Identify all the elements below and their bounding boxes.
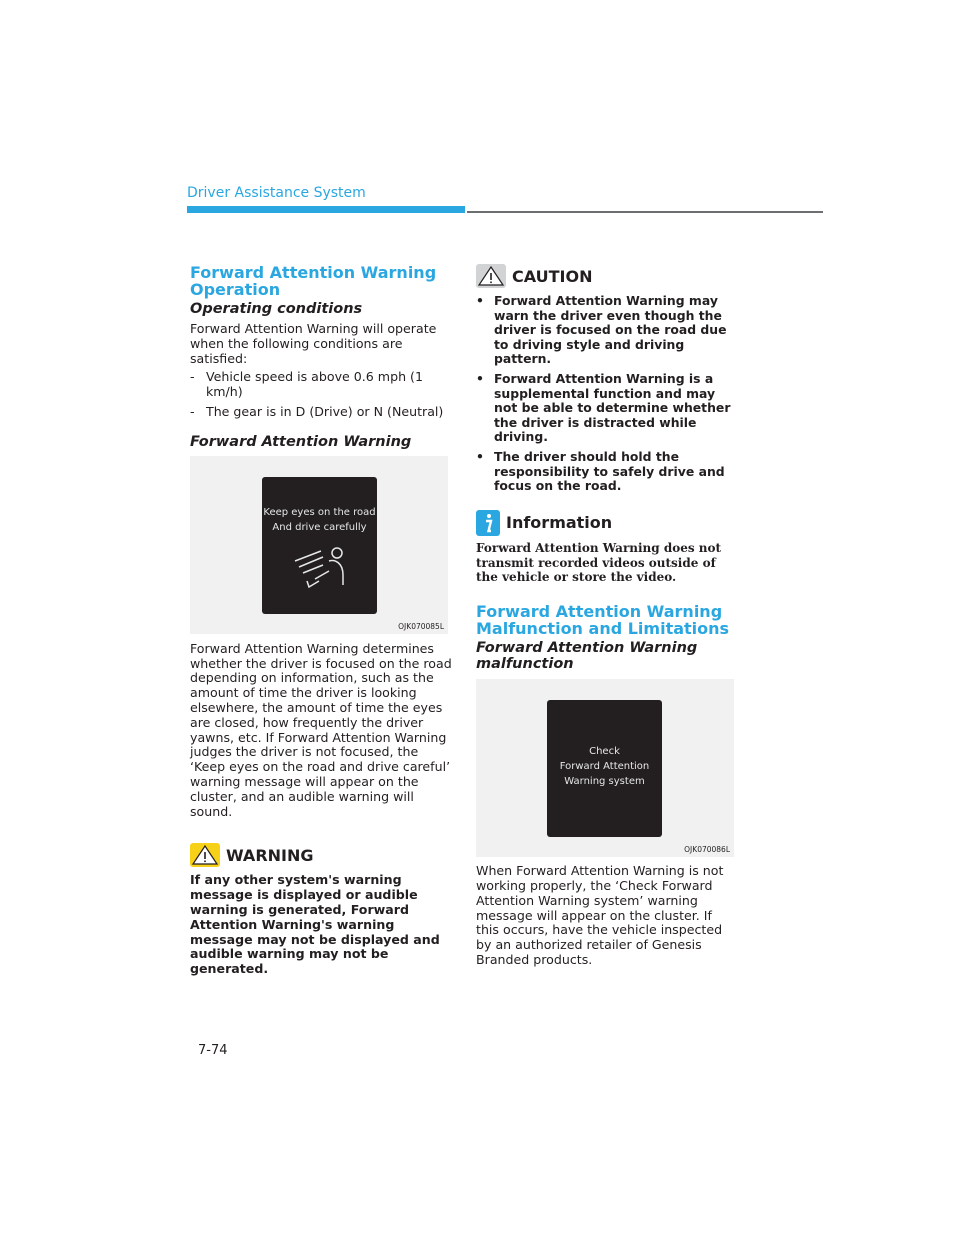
condition-item: - The gear is in D (Drive) or N (Neutral)	[190, 403, 444, 419]
section-title-operation: Forward Attention Warning Operation	[190, 263, 437, 299]
condition-item: - Vehicle speed is above 0.6 mph (1 km/h)	[190, 369, 423, 400]
caution-item: • Forward Attention Warning is a supplemental function and may not be able to determine whether the driver is distracted while driving.	[476, 370, 731, 445]
screen-text-line: And drive carefully	[272, 521, 367, 533]
faw-description: Forward Attention Warning determines whether the driver is focused on the road depending on information, such as the amount of time the driver is looking elsewhere, the amount of time the eyes are closed, how frequently the driver yawns, etc. If Forward Attention Warning judges the driver is not focused, the ‘Keep eyes on the road and drive careful’ warning message will appear on the cluster, and an audible warning will sound.	[190, 640, 452, 819]
figure-check-system	[476, 679, 734, 857]
page-number: 7-74	[198, 1043, 228, 1058]
info-icon	[476, 510, 500, 536]
cluster-screen	[547, 700, 662, 837]
conditions-list	[190, 370, 452, 419]
drowsy-driver-icon	[285, 541, 355, 591]
heading-faw: Forward Attention Warning	[190, 433, 412, 450]
cluster-screen	[262, 477, 377, 614]
header-bar-accent	[187, 206, 465, 213]
figure-code: OJK070085L	[398, 621, 444, 631]
caution-list	[476, 294, 738, 494]
section-header: Driver Assistance System	[187, 185, 366, 201]
figure-code: OJK070086L	[684, 845, 730, 855]
information-label: Information	[506, 513, 613, 533]
screen-text-line: Forward Attention	[559, 761, 650, 773]
screen-text-line: Keep eyes on the road	[263, 506, 376, 518]
information-title	[476, 510, 738, 536]
figure-keep-eyes	[190, 456, 448, 634]
warning-title	[190, 843, 452, 867]
heading-operating-conditions: Operating conditions	[190, 301, 363, 317]
caution-icon	[476, 264, 506, 288]
screen-text-line: Check	[589, 746, 620, 758]
right-column	[476, 264, 738, 968]
malfunction-text: When Forward Attention Warning is not working properly, the ‘Check Forward Attention Warning system’ warning message will appear on the cluster. If this occurs, have the vehicle inspected by an authorized retailer of Genesis Branded products.	[476, 863, 724, 967]
heading-malfunction: Forward Attention Warning malfunction	[476, 640, 698, 673]
caution-label: CAUTION	[512, 266, 593, 286]
header-bar-rule	[467, 211, 823, 213]
caution-title	[476, 264, 738, 288]
warning-text: If any other system's warning message is displayed or audible warning is generated, Forward Attention Warning's warning message may not be displayed and audible warning may not be generated.	[190, 872, 440, 977]
section-title-malfunction: Forward Attention Warning Malfunction and Limitations	[476, 602, 730, 639]
warning-label: WARNING	[226, 845, 314, 865]
left-column	[190, 264, 452, 977]
caution-item: • Forward Attention Warning may warn the driver even though the driver is focused on the road due to driving style and driving pattern.	[476, 293, 727, 367]
screen-text-line: Warning system	[564, 776, 645, 788]
information-text: Forward Attention Warning does not transmit recorded videos outside of the vehicle or store the video.	[476, 540, 722, 585]
caution-item: • The driver should hold the responsibility to safely drive and focus on the road.	[476, 448, 725, 494]
operating-conditions-text: Forward Attention Warning will operate when the following conditions are satisfied:	[190, 321, 437, 366]
warning-icon	[190, 843, 220, 867]
